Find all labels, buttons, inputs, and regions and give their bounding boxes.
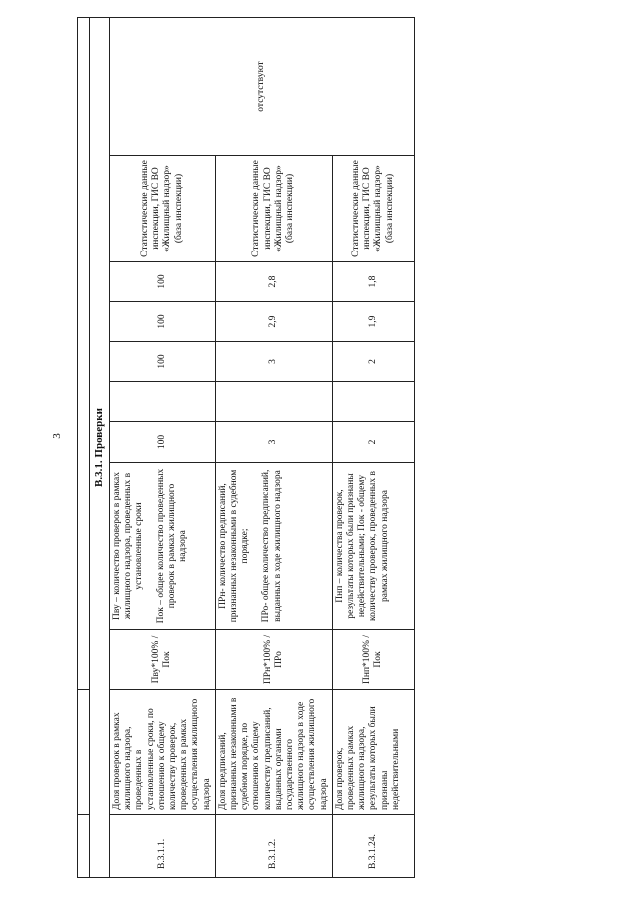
indicators-table: [77, 17, 415, 878]
top-strip-row: [78, 18, 90, 878]
value-cell: 1,9: [332, 302, 414, 342]
data-source: Статистические данные инспекции, ГИС ВО «Жилищный надзор» (база инспекции): [110, 156, 216, 262]
formula-term: ПРн- количество предписаний, признанных незаконными в судебном порядке;: [217, 469, 251, 623]
indicator-formula: ПРн*100% / ПРо: [215, 630, 332, 690]
value-cell: 3: [215, 342, 332, 382]
indicator-name: Доля проверок в рамках жилищного надзора, проведенных в установленные сроки, по отношению к общему количеству проверок, проведенных в рамках осуществления жилищного надзора: [110, 690, 216, 815]
value-cell: 100: [110, 302, 216, 342]
value-cell: 2,9: [215, 302, 332, 342]
value-cell: 100: [110, 262, 216, 302]
value-cell: [332, 382, 414, 422]
indicator-formula: Пнп*100% / Пок: [332, 630, 414, 690]
top-strip-cell: [78, 815, 90, 878]
indicator-code: В.3.1.1.: [110, 815, 216, 878]
value-cell: 2,8: [215, 262, 332, 302]
formula-term: ПРо- общее количество предписаний, выданных в ходе жилищного надзора: [261, 469, 283, 623]
table-row: [110, 18, 216, 878]
value-cell: 2: [332, 422, 414, 463]
value-cell: [110, 382, 216, 422]
indicator-name: Доля проверок, проведенных рамках жилищного надзора, результаты которых были признаны недействительными: [332, 690, 414, 815]
value-cell: [215, 382, 332, 422]
section-title: В.3.1. Проверки: [90, 18, 110, 878]
formula-term: Пок – общее количество проведенных проверок в рамках жилищного надзора: [155, 468, 189, 624]
formula-description: Пнп – количества проверок, результаты которых были признаны недействительными; Пок - общему количеству проверок, проведенных в рамках жилищного надзора: [332, 463, 414, 630]
indicator-code: В.3.1.24.: [332, 815, 414, 878]
indicator-code: В.3.1.2.: [215, 815, 332, 878]
formula-term: Пву – количество проверок в рамках жилищного надзора, проведенных в установленные сроки: [112, 472, 145, 620]
formula-description: [110, 463, 216, 630]
section-header-row: [90, 18, 110, 878]
value-cell: 2: [332, 342, 414, 382]
value-cell: 1,8: [332, 262, 414, 302]
note-cell: отсутствуют: [110, 18, 415, 156]
formula-description: [215, 463, 332, 630]
indicators-sheet: [77, 18, 401, 878]
top-strip-cell: [78, 690, 90, 815]
value-cell: 100: [110, 342, 216, 382]
data-source: Статистические данные инспекции, ГИС ВО «Жилищный надзор» (база инспекции): [215, 156, 332, 262]
data-source: Статистические данные инспекции, ГИС ВО «Жилищный надзор» (база инспекции): [332, 156, 414, 262]
indicator-name: Доля предписаний, признанных незаконными в судебном порядке, по отношению к общему количеству предписаний, выданных органами государственного жилищного надзора в ходе осуществления жилищного надзора: [215, 690, 332, 815]
value-cell: 3: [215, 422, 332, 463]
top-strip-cell: [78, 18, 90, 690]
value-cell: 100: [110, 422, 216, 463]
page-number: 3: [51, 433, 63, 439]
indicator-formula: Пву*100% / Пок: [110, 630, 216, 690]
